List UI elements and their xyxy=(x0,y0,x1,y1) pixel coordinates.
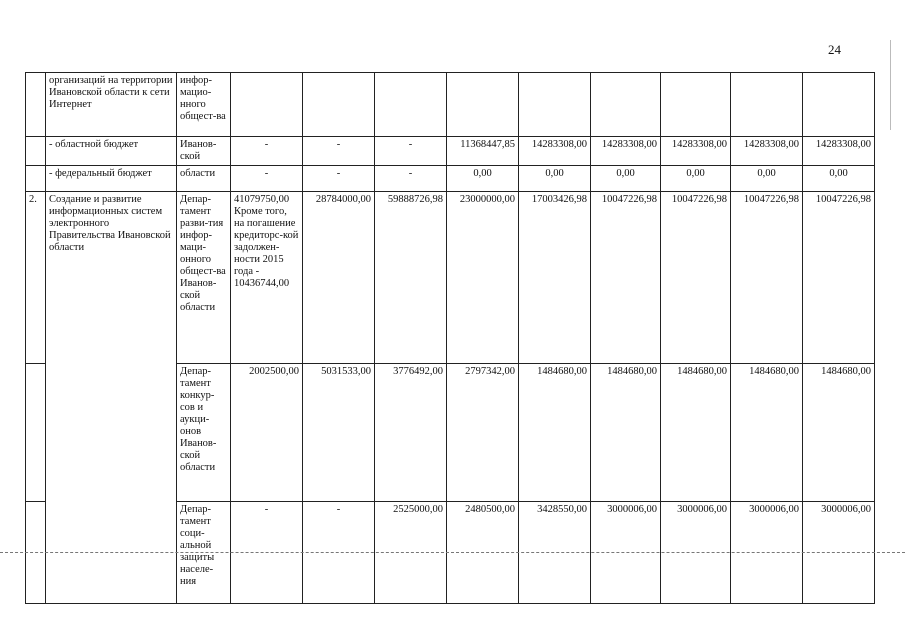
cell-value: 3428550,00 xyxy=(519,502,591,604)
cell-value: 2797342,00 xyxy=(447,364,519,502)
cell-value: 1484680,00 xyxy=(591,364,661,502)
cell-value: 14283308,00 xyxy=(519,137,591,166)
cell-value: 0,00 xyxy=(591,166,661,192)
cell-value: 1484680,00 xyxy=(519,364,591,502)
cell-value: 23000000,00 xyxy=(447,192,519,364)
row-name: Создание и развитие информационных систем электронного Правительства Ивановской области xyxy=(46,192,177,604)
table-row xyxy=(26,166,875,192)
cell-value: - xyxy=(231,137,303,166)
cell-value: 1484680,00 xyxy=(803,364,875,502)
cell-value: 11368447,85 xyxy=(447,137,519,166)
scan-line xyxy=(0,552,905,553)
cell-value: 0,00 xyxy=(731,166,803,192)
cell-value: 3000006,00 xyxy=(803,502,875,604)
row-name: - федеральный бюджет xyxy=(46,166,177,192)
cell-value: - xyxy=(231,166,303,192)
page-number: 24 xyxy=(828,42,841,57)
row-executor: области xyxy=(177,166,231,192)
cell-value: 41079750,00 Кроме того, на погашение кредиторс-кой задолжен-ности 2015 года - 10436744,00 xyxy=(231,192,303,364)
cell-value: 10047226,98 xyxy=(661,192,731,364)
cell-value: 59888726,98 xyxy=(375,192,447,364)
cell-value: - xyxy=(303,166,375,192)
cell-value: 3000006,00 xyxy=(591,502,661,604)
row-executor: Депар-тамент конкур-сов и аукци-онов Иванов-ской области xyxy=(177,364,231,502)
row-executor: инфор-мацио-нного общест-ва xyxy=(177,73,231,137)
row-executor: Депар-тамент разви-тия инфор-маци-онного общест-ва Иванов-ской области xyxy=(177,192,231,364)
cell-value: 10047226,98 xyxy=(731,192,803,364)
cell-value: 3776492,00 xyxy=(375,364,447,502)
cell-value: 10047226,98 xyxy=(591,192,661,364)
table-row xyxy=(26,137,875,166)
cell-value: 0,00 xyxy=(803,166,875,192)
cell-value: - xyxy=(231,502,303,604)
cell-value: 2525000,00 xyxy=(375,502,447,604)
cell-value: - xyxy=(303,502,375,604)
budget-table xyxy=(25,72,875,604)
margin-mark xyxy=(890,40,891,130)
cell-value: 28784000,00 xyxy=(303,192,375,364)
row-index xyxy=(26,166,46,192)
cell-value: 17003426,98 xyxy=(519,192,591,364)
cell-value: - xyxy=(375,137,447,166)
row-executor: Иванов-ской xyxy=(177,137,231,166)
cell-value: 14283308,00 xyxy=(661,137,731,166)
table-row xyxy=(26,73,875,137)
cell-value: 0,00 xyxy=(447,166,519,192)
row-index: 2. xyxy=(26,192,46,364)
cell-value: 10047226,98 xyxy=(803,192,875,364)
cell-value: 14283308,00 xyxy=(591,137,661,166)
cell-value: 2480500,00 xyxy=(447,502,519,604)
cell-value: 14283308,00 xyxy=(803,137,875,166)
row-index xyxy=(26,73,46,137)
cell-value: 1484680,00 xyxy=(731,364,803,502)
row-index xyxy=(26,364,46,502)
cell-value: - xyxy=(375,166,447,192)
cell-value: - xyxy=(303,137,375,166)
cell-value: 3000006,00 xyxy=(731,502,803,604)
table-row xyxy=(26,192,875,364)
cell-value: 5031533,00 xyxy=(303,364,375,502)
cell-value: 1484680,00 xyxy=(661,364,731,502)
row-name: организаций на территории Ивановской области к сети Интернет xyxy=(46,73,177,137)
row-executor: Депар-тамент соци-альной защиты населе-ния xyxy=(177,502,231,604)
row-name: - областной бюджет xyxy=(46,137,177,166)
cell-value: 0,00 xyxy=(661,166,731,192)
cell-value: 3000006,00 xyxy=(661,502,731,604)
cell-value: 14283308,00 xyxy=(731,137,803,166)
cell-value: 2002500,00 xyxy=(231,364,303,502)
row-index xyxy=(26,137,46,166)
cell-value: 0,00 xyxy=(519,166,591,192)
